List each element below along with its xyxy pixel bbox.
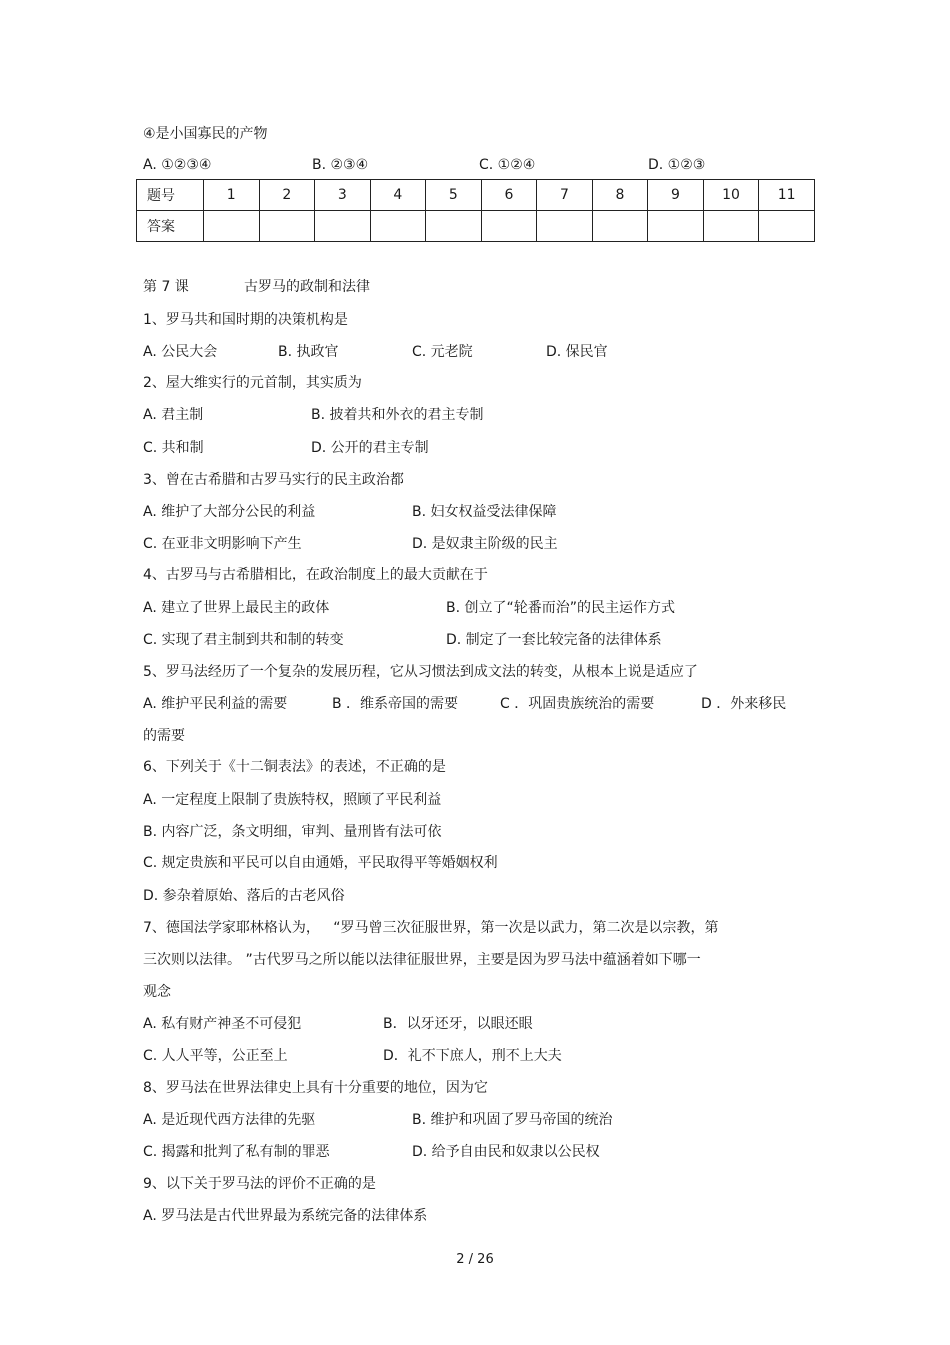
q6-option-a: A. 一定程度上限制了贵族特权，照顾了平民利益 [143, 792, 442, 808]
q1-option-d: D. 保民官 [546, 344, 608, 360]
question-7-line-1: 7、德国法学家耶林格认为， “罗马曾三次征服世界，第一次是以武力，第二次是以宗教，第 [143, 920, 719, 936]
q7-option-b: B．以牙还牙，以眼还眼 [383, 1016, 533, 1032]
table-cell: 10 [703, 180, 759, 211]
question-7-line-3: 观念 [143, 984, 171, 1000]
table-cell: 5 [426, 180, 482, 211]
q8-option-c: C. 揭露和批判了私有制的罪恶 [143, 1144, 330, 1160]
q1-option-a: A. 公民大会 [143, 344, 218, 360]
lesson-title: 古罗马的政制和法律 [244, 279, 370, 295]
question-3: 3、曾在古希腊和古罗马实行的民主政治都 [143, 472, 404, 488]
prev-option-d: D. ①②③ [648, 157, 706, 173]
question-1: 1、罗马共和国时期的决策机构是 [143, 312, 348, 328]
prev-option-a: A. ①②③④ [143, 157, 212, 173]
q3-option-a: A. 维护了大部分公民的利益 [143, 504, 316, 520]
table-cell: 6 [481, 180, 537, 211]
table-cell: 7 [537, 180, 593, 211]
answer-table-answer-row [137, 211, 815, 242]
answer-cell[interactable] [315, 211, 371, 242]
q8-option-b: B. 维护和巩固了罗马帝国的统治 [412, 1112, 613, 1128]
q3-option-b: B. 妇女权益受法律保障 [412, 504, 557, 520]
answer-cell[interactable] [481, 211, 537, 242]
q7-option-d: D．礼不下庶人，刑不上大夫 [383, 1048, 562, 1064]
answer-cell[interactable] [426, 211, 482, 242]
question-6: 6、下列关于《十二铜表法》的表述，不正确的是 [143, 759, 446, 775]
answer-cell[interactable] [592, 211, 648, 242]
q2-option-b: B. 披着共和外衣的君主专制 [311, 407, 484, 423]
q6-option-d: D. 参杂着原始、落后的古老风俗 [143, 888, 345, 904]
answer-cell[interactable] [537, 211, 593, 242]
q4-option-c: C. 实现了君主制到共和制的转变 [143, 632, 344, 648]
q4-option-a: A. 建立了世界上最民主的政体 [143, 600, 330, 616]
q2-option-c: C. 共和制 [143, 440, 204, 456]
page-number: 2 / 26 [456, 1252, 494, 1267]
q3-option-d: D. 是奴隶主阶级的民主 [412, 536, 558, 552]
answer-cell[interactable] [759, 211, 815, 242]
table-cell: 2 [259, 180, 315, 211]
question-4: 4、古罗马与古希腊相比，在政治制度上的最大贡献在于 [143, 567, 488, 583]
table-row-label: 答案 [137, 211, 204, 242]
answer-cell[interactable] [648, 211, 704, 242]
q1-option-c: C. 元老院 [412, 344, 473, 360]
table-cell: 1 [204, 180, 260, 211]
question-5: 5、罗马法经历了一个复杂的发展历程，它从习惯法到成文法的转变，从根本上说是适应了 [143, 664, 698, 680]
q5-option-b: B ．维系帝国的需要 [332, 696, 459, 712]
question-7-line-2: 三次则以法律。 ”古代罗马之所以能以法律征服世界，主要是因为罗马法中蕴涵着如下哪一 [143, 952, 701, 968]
q9-option-a: A. 罗马法是古代世界最为系统完备的法律体系 [143, 1208, 428, 1224]
table-row-label: 题号 [137, 180, 204, 211]
q4-option-b: B. 创立了“轮番而治”的民主运作方式 [446, 600, 676, 616]
q5-option-c: C ．巩固贵族统治的需要 [500, 696, 655, 712]
q5-option-d: D ．外来移民 [701, 696, 787, 712]
table-cell: 11 [759, 180, 815, 211]
answer-table-header-row [137, 180, 815, 211]
q6-option-c: C. 规定贵族和平民可以自由通婚，平民取得平等婚姻权利 [143, 855, 498, 871]
q8-option-d: D. 给予自由民和奴隶以公民权 [412, 1144, 600, 1160]
q7-option-a: A. 私有财产神圣不可侵犯 [143, 1016, 302, 1032]
q3-option-c: C. 在亚非文明影响下产生 [143, 536, 302, 552]
question-9: 9、以下关于罗马法的评价不正确的是 [143, 1176, 376, 1192]
answer-cell[interactable] [204, 211, 260, 242]
q6-option-b: B. 内容广泛，条文明细，审判、量刑皆有法可依 [143, 824, 442, 840]
lesson-number: 第 7 课 [143, 279, 189, 295]
prev-item-line: ④是小国寡民的产物 [143, 126, 268, 142]
prev-option-b: B. ②③④ [312, 157, 369, 173]
q2-option-a: A. 君主制 [143, 407, 204, 423]
prev-option-c: C. ①②④ [479, 157, 536, 173]
answer-table [136, 179, 815, 242]
q5-option-a: A. 维护平民利益的需要 [143, 696, 288, 712]
q2-option-d: D. 公开的君主专制 [311, 440, 429, 456]
table-cell: 8 [592, 180, 648, 211]
answer-cell[interactable] [703, 211, 759, 242]
q1-option-b: B. 执政官 [278, 344, 339, 360]
table-cell: 4 [370, 180, 426, 211]
table-cell: 9 [648, 180, 704, 211]
q7-option-c: C. 人人平等，公正至上 [143, 1048, 288, 1064]
question-2: 2、屋大维实行的元首制，其实质为 [143, 375, 362, 391]
answer-cell[interactable] [259, 211, 315, 242]
q4-option-d: D. 制定了一套比较完备的法律体系 [446, 632, 662, 648]
question-8: 8、罗马法在世界法律史上具有十分重要的地位，因为它 [143, 1080, 488, 1096]
answer-cell[interactable] [370, 211, 426, 242]
q8-option-a: A. 是近现代西方法律的先驱 [143, 1112, 316, 1128]
q5-option-d-continued: 的需要 [143, 728, 185, 744]
table-cell: 3 [315, 180, 371, 211]
